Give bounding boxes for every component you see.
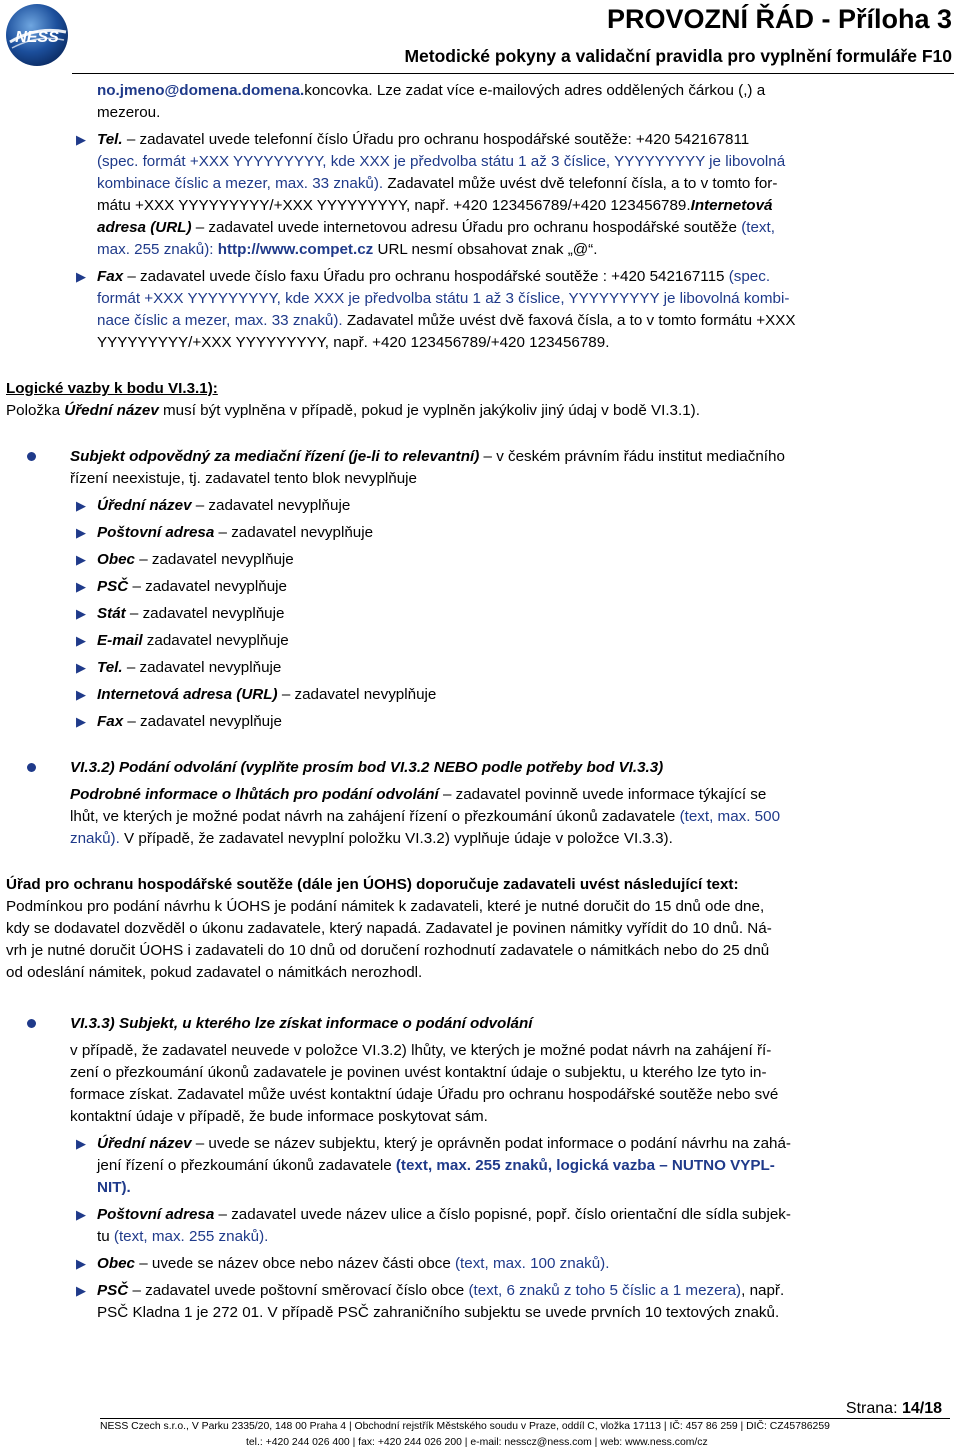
triangle-bullet-icon: ▶	[76, 714, 86, 729]
mediation-list-item: ▶ Tel. – zadavatel nevyplňuje	[6, 657, 950, 679]
document-body	[6, 80, 950, 1324]
logic-heading: Logické vazby k bodu VI.3.1):	[6, 380, 218, 397]
document-subtitle: Metodické pokyny a validační pravidla pro vyplnění formuláře F10	[404, 46, 952, 66]
round-bullet-icon	[27, 452, 36, 461]
vi32-section: VI.3.2) Podání odvolání (vyplňte prosím bod VI.3.2 NEBO podle potřeby bod VI.3.3)	[6, 757, 950, 779]
logic-section: Logické vazby k bodu VI.3.1): Položka Úřední název musí být vyplněna v případě, pokud je vyplněn jakýkoliv jiný údaj v bodě VI.3.1).	[6, 380, 700, 419]
triangle-bullet-icon: ▶	[76, 1207, 86, 1222]
triangle-bullet-icon: ▶	[76, 606, 86, 621]
uohs-section: Úřad pro ochranu hospodářské soutěže (dále jen ÚOHS) doporučuje zadavateli uvést následující text: Podmínkou pro podání návrhu k ÚOHS je podání námitek k zadavateli, které je nutné doručit do 15 dnů ode dne, kdy se dodavatel dozvěděl o úkonu zadavatele, který napadá. Zadavatel je povinen námitky vyřídit do 10 dnů. Ná- vrh je nutné doručit ÚOHS i zadavateli do 10 dnů od doručení rozhodnutí zadavatele o námitkách nebo do 25 dnů od odeslání námitek, pokud zadavatel o námitkách nerozhodl.	[6, 876, 772, 981]
triangle-bullet-icon: ▶	[76, 660, 86, 675]
triangle-bullet-icon: ▶	[76, 687, 86, 702]
vi33-official-name: ▶ Úřední název – uvede se název subjektu, který je oprávněn podat informace o podání návrhu na zahá- jení řízení o přezkoumání úkonů zadavatele (text, max. 255 znaků, logická vazba – NUTNO VYPL- NIT).	[76, 1135, 791, 1196]
footer-company-info: NESS Czech s.r.o., V Parku 2335/20, 148 00 Praha 4 | Obchodní rejstřík Městského soudu v Praze, oddíl C, vložka 17113 | IČ: 457 86 259 | DIČ: CZ45786259	[100, 1421, 830, 1432]
triangle-bullet-icon: ▶	[76, 132, 86, 147]
triangle-bullet-icon: ▶	[76, 552, 86, 567]
triangle-bullet-icon: ▶	[76, 525, 86, 540]
mediation-list-item: ▶ PSČ – zadavatel nevyplňuje	[6, 576, 950, 598]
mediation-list-item: ▶ Úřední název – zadavatel nevyplňuje	[6, 495, 950, 517]
mediation-list	[6, 490, 950, 733]
uohs-heading: Úřad pro ochranu hospodářské soutěže (dále jen ÚOHS) doporučuje zadavateli uvést následující text:	[6, 876, 739, 893]
vi33-section: VI.3.3) Subjekt, u kterého lze získat informace o podání odvolání	[6, 1013, 950, 1035]
footer-divider	[100, 1418, 950, 1419]
vi33-text: v případě, že zadavatel neuvede v položce VI.3.2) lhůty, ve kterých je možné podat návrh na zahájení ří- zení o přezkoumání úkonů zadavatele je povinen uvést kontaktní údaje o subjektu, u kterého lze tyto in- formace získat. Zadavatel může uvést kontaktní údaje Úřadu pro ochranu hospodářské soutěže nebo své kontaktní údaje v případě, že bude informace poskytovat sám.	[70, 1042, 779, 1125]
document-title: PROVOZNÍ ŘÁD - Příloha 3	[606, 4, 952, 34]
page-number: Strana: 14/18	[845, 1400, 942, 1417]
mediation-list-item: ▶ Fax – zadavatel nevyplňuje	[6, 711, 950, 733]
footer-contact-info: tel.: +420 244 026 400 | fax: +420 244 026 200 | e-mail: nesscz@ness.com | web: www.ness.com/cz	[246, 1437, 708, 1448]
mediation-list-item: ▶ E-mail zadavatel nevyplňuje	[6, 630, 950, 652]
mediation-list-item: ▶ Stát – zadavatel nevyplňuje	[6, 603, 950, 625]
triangle-bullet-icon: ▶	[76, 1136, 86, 1151]
triangle-bullet-icon: ▶	[76, 498, 86, 513]
vi32-text: Podrobné informace o lhůtách pro podání odvolání – zadavatel povinně uvede informace týkající se lhůt, ve kterých je možné podat návrh na zahájení řízení o přezkoumání úkonů zadavatele (text, max. 500 znaků). V případě, že zadavatel nevyplní položku VI.3.2) vyplňuje údaje v položce VI.3.3).	[70, 786, 781, 847]
triangle-bullet-icon: ▶	[76, 269, 86, 284]
email-continuation: no.jmeno@domena.domena.koncovka. Lze zadat více e-mailových adres oddělených čárkou (,) a mezerou.	[97, 82, 766, 121]
svg-text:NESS: NESS	[15, 29, 59, 46]
triangle-bullet-icon: ▶	[76, 579, 86, 594]
vi33-town: ▶ Obec – uvede se název obce nebo název části obce (text, max. 100 znaků).	[6, 1253, 950, 1275]
triangle-bullet-icon: ▶	[76, 1283, 86, 1298]
vi33-psc: ▶ PSČ – zadavatel uvede poštovní směrovací číslo obce (text, 6 znaků z toho 5 číslic a 1 mezera), např. PSČ Kladna 1 je 272 01. V případě PSČ zahraničního subjektu se uvede prvních 10 textových znaků.	[76, 1282, 785, 1321]
mediation-list-item: ▶ Internetová adresa (URL) – zadavatel nevyplňuje	[6, 684, 950, 706]
header-divider	[72, 73, 954, 74]
ness-logo	[4, 2, 70, 68]
mediation-list-item: ▶ Obec – zadavatel nevyplňuje	[6, 549, 950, 571]
round-bullet-icon	[27, 763, 36, 772]
round-bullet-icon	[27, 1019, 36, 1028]
mediation-list-item: ▶ Poštovní adresa – zadavatel nevyplňuje	[6, 522, 950, 544]
vi33-postal-address: ▶ Poštovní adresa – zadavatel uvede název ulice a číslo popisné, popř. číslo orientační dle sídla subjek- tu (text, max. 255 znaků).	[76, 1206, 791, 1245]
mediation-section: Subjekt odpovědný za mediační řízení (je-li to relevantní) – v českém právním řádu institut mediačního řízení neexistuje, tj. zadavatel tento blok nevyplňuje	[6, 446, 950, 490]
fax-item: ▶ Fax – zadavatel uvede číslo faxu Úřadu pro ochranu hospodářské soutěže : +420 542167115 (spec. formát +XXX YYYYYYYYY, kde XXX je předvolba státu 1 až 3 číslice, YYYYYYYYY je libovolná kombi- nace číslic a mezer, max. 33 znaků). Zadavatel může uvést dvě faxová čísla, a to v tomto formátu +XXX YYYYYYYYY/+XXX YYYYYYYYY, např. +420 123456789/+420 123456789.	[76, 268, 796, 351]
tel-item: ▶ Tel. – zadavatel uvede telefonní číslo Úřadu pro ochranu hospodářské soutěže: +420 542167811 (spec. formát +XXX YYYYYYYYY, kde XXX je předvolba státu 1 až 3 číslice, YYYYYYYYY je libovolná kombinace číslic a mezer, max. 33 znaků). Zadavatel může uvést dvě telefonní čísla, a to v tomto for- mátu +XXX YYYYYYYYY/+XXX YYYYYYYYY, např. +420 123456789/+420 123456789.Internetová adresa (URL) – zadavatel uvede internetovou adresu Úřadu pro ochranu hospodářské soutěže (text, max. 255 znaků): http://www.compet.cz URL nesmí obsahovat znak „@“.	[76, 131, 786, 258]
triangle-bullet-icon: ▶	[76, 1256, 86, 1271]
triangle-bullet-icon: ▶	[76, 633, 86, 648]
